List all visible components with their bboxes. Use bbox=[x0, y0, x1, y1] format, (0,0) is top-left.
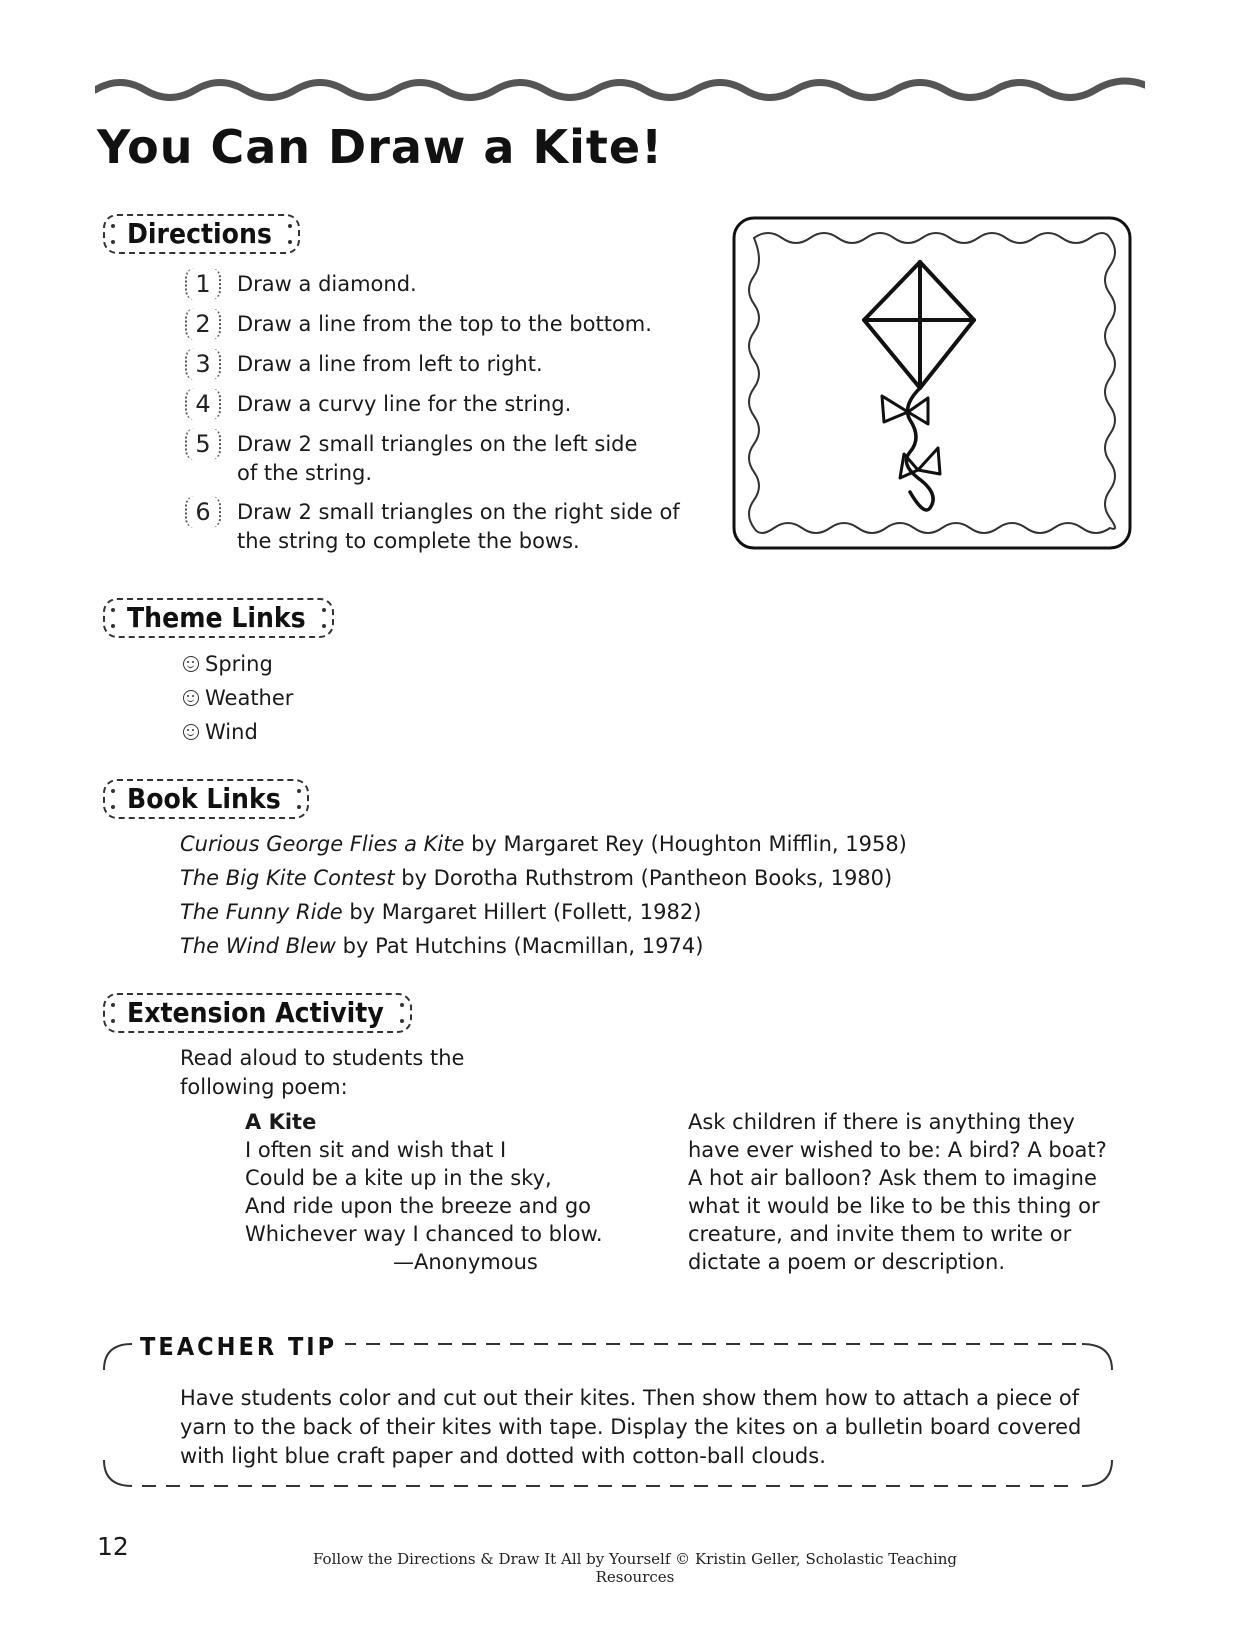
book-title: The Wind Blew bbox=[180, 934, 336, 958]
book-title: The Funny Ride bbox=[180, 900, 343, 924]
step-text: Draw 2 small triangles on the right side of bbox=[237, 500, 680, 524]
book-title: The Big Kite Contest bbox=[180, 866, 395, 890]
teacher-tip-label: TEACHER TIP bbox=[132, 1332, 345, 1361]
step-text: Draw a diamond. bbox=[237, 272, 417, 296]
poem bbox=[245, 1108, 603, 1276]
book-title: Curious George Flies a Kite bbox=[180, 832, 465, 856]
book-link-item: Curious George Flies a Kite by Margaret Rey (Houghton Mifflin, 1958) bbox=[180, 832, 907, 856]
poem-line: I often sit and wish that I bbox=[245, 1138, 507, 1162]
step-text: Draw a line from the top to the bottom. bbox=[237, 312, 652, 336]
page-title: You Can Draw a Kite! bbox=[97, 120, 664, 174]
teacher-tip-text: Have students color and cut out their kites. Then show them how to attach a piece of yarn to the back of their kites with tape. Display the kites on a bulletin board covered with light blue craft paper and dotted with cotton-ball clouds. bbox=[180, 1386, 1082, 1468]
directions-heading-label: Directions bbox=[127, 217, 272, 250]
directions-heading bbox=[103, 214, 300, 254]
extension-intro: Read aloud to students the following poem: bbox=[180, 1046, 465, 1099]
decorative-wave-border bbox=[95, 70, 1145, 110]
step-number: 3 bbox=[185, 348, 221, 380]
footer-credit: Follow the Directions & Draw It All by Yourself © Kristin Geller, Scholastic Teaching Resources bbox=[312, 1550, 958, 1586]
step-number: 5 bbox=[185, 428, 221, 460]
extension-activity-heading bbox=[103, 993, 412, 1033]
step-text-cont: the string to complete the bows. bbox=[237, 529, 580, 553]
step-text-cont: of the string. bbox=[237, 461, 373, 485]
step-text: Draw a curvy line for the string. bbox=[237, 392, 572, 416]
smiley-face-icon bbox=[183, 690, 199, 706]
step-number: 1 bbox=[185, 268, 221, 300]
smiley-face-icon bbox=[183, 724, 199, 740]
page-number: 12 bbox=[97, 1532, 129, 1561]
step-number: 4 bbox=[185, 388, 221, 420]
step-number: 6 bbox=[185, 496, 221, 528]
kite-illustration bbox=[732, 216, 1132, 550]
extension-activity-heading-label: Extension Activity bbox=[127, 996, 384, 1029]
smiley-face-icon bbox=[183, 656, 199, 672]
theme-links-heading bbox=[103, 598, 334, 638]
book-links-heading bbox=[103, 779, 309, 819]
step-text: Draw 2 small triangles on the left side bbox=[237, 432, 638, 456]
theme-link-item: Weather bbox=[183, 684, 293, 713]
book-links-heading-label: Book Links bbox=[127, 782, 281, 815]
poem-line: And ride upon the breeze and go bbox=[245, 1194, 592, 1218]
extension-prompt: Ask children if there is anything they have ever wished to be: A bird? A boat? A hot air balloon? Ask them to imagine what it would be like to be this thing or creature, and invite them to write or dictate a poem or description. bbox=[688, 1110, 1107, 1274]
theme-link-item: Spring bbox=[183, 650, 273, 679]
step-number: 2 bbox=[185, 308, 221, 340]
step-text: Draw a line from left to right. bbox=[237, 352, 543, 376]
book-link-item: The Funny Ride by Margaret Hillert (Follett, 1982) bbox=[180, 900, 702, 924]
poem-title: A Kite bbox=[245, 1110, 317, 1134]
theme-link-item: Wind bbox=[183, 718, 258, 747]
book-link-item: The Big Kite Contest by Dorotha Ruthstrom (Pantheon Books, 1980) bbox=[180, 866, 893, 890]
theme-links-heading-label: Theme Links bbox=[127, 601, 306, 634]
book-link-item: The Wind Blew by Pat Hutchins (Macmillan, 1974) bbox=[180, 934, 704, 958]
poem-author: —Anonymous bbox=[393, 1250, 538, 1274]
poem-line: Could be a kite up in the sky, bbox=[245, 1166, 552, 1190]
poem-line: Whichever way I chanced to blow. bbox=[245, 1222, 603, 1246]
